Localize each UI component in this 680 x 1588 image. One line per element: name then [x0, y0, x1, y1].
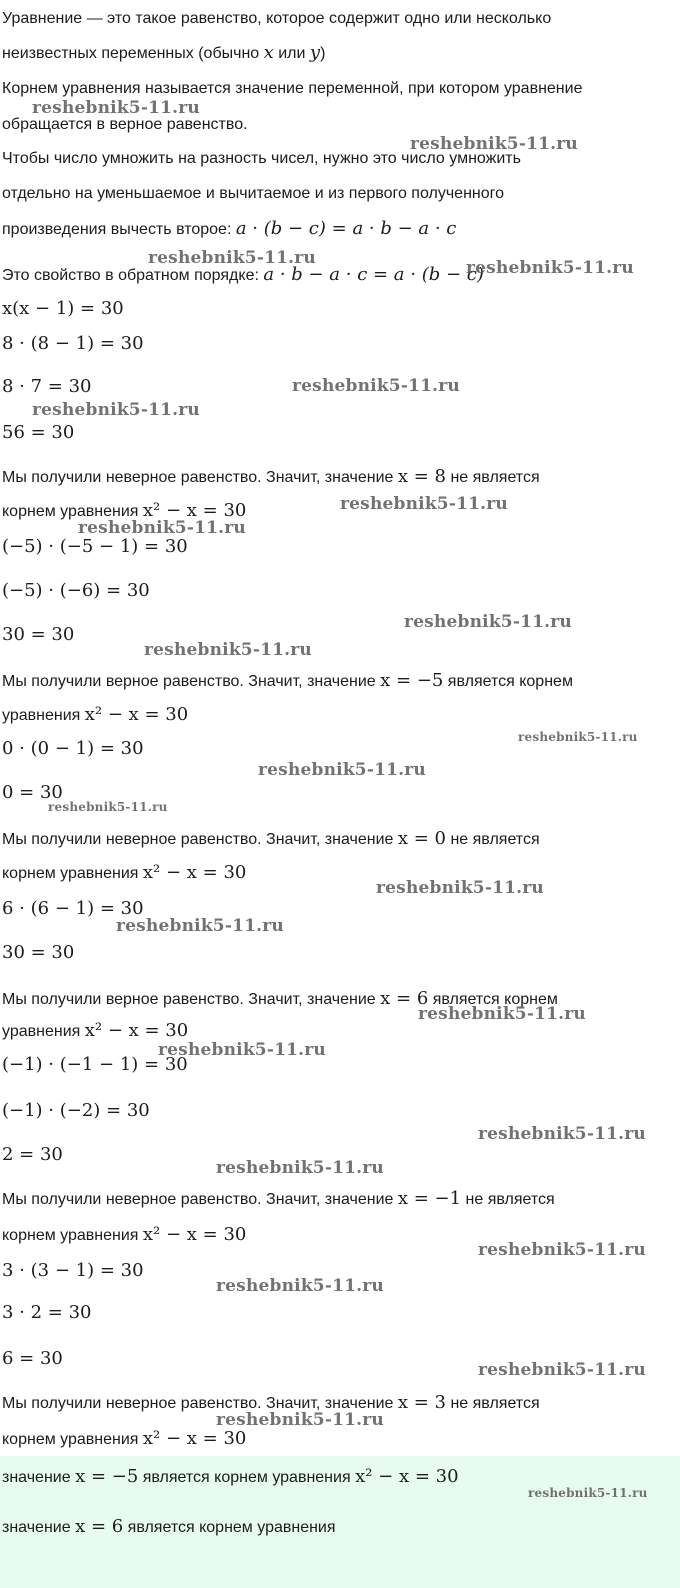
watermark: reshebnik5-11.ru [158, 1040, 326, 1060]
text: уравнения [2, 707, 85, 724]
check-3-step2: 3 · 2 = 30 [2, 1302, 92, 1323]
text: является корнем уравнения [123, 1519, 336, 1536]
text: является корнем [443, 673, 573, 690]
watermark: reshebnik5-11.ru [32, 400, 200, 420]
check-neg5-conclusion-line2 [2, 704, 188, 727]
watermark: reshebnik5-11.ru [528, 1486, 648, 1500]
watermark: reshebnik5-11.ru [216, 1276, 384, 1296]
text: или [273, 45, 310, 62]
math-value: x = −5 [380, 670, 444, 691]
watermark: reshebnik5-11.ru [216, 1158, 384, 1178]
check-0-conclusion-line2 [2, 862, 246, 885]
text: значение [2, 1519, 76, 1536]
watermark: reshebnik5-11.ru [32, 98, 200, 118]
math-equation: x² − x = 30 [142, 1224, 247, 1245]
distributive-formula: a · (b − c) = a · b − a · c [235, 218, 457, 239]
check-neg5-step2: (−5) · (−6) = 30 [2, 580, 150, 601]
check-0-step1: 0 · (0 − 1) = 30 [2, 738, 144, 759]
math-value: x = 3 [397, 1392, 447, 1413]
check-neg5-step3: 30 = 30 [2, 624, 75, 645]
math-value: x = −1 [397, 1188, 462, 1209]
check-8-step1: 8 · (8 − 1) = 30 [2, 333, 144, 354]
text: корнем уравнения [2, 865, 143, 882]
check-3-step1: 3 · (3 − 1) = 30 [2, 1260, 144, 1281]
math-x: x [263, 42, 274, 63]
watermark: reshebnik5-11.ru [410, 134, 578, 154]
text: Мы получили неверное равенство. Значит, значение [2, 469, 398, 486]
check-neg1-step2: (−1) · (−2) = 30 [2, 1100, 150, 1121]
check-6-step1: 6 · (6 − 1) = 30 [2, 898, 144, 919]
text: Мы получили верное равенство. Значит, значение [2, 673, 381, 690]
math-y: y [309, 42, 321, 63]
math-equation: x² − x = 30 [84, 704, 189, 725]
watermark: reshebnik5-11.ru [376, 878, 544, 898]
text: является корнем [428, 991, 558, 1008]
check-neg1-step1: (−1) · (−1 − 1) = 30 [2, 1054, 188, 1075]
check-6-step2: 30 = 30 [2, 942, 75, 963]
check-0-step2: 0 = 30 [2, 782, 63, 803]
math-value: x = 6 [75, 1516, 124, 1537]
watermark: reshebnik5-11.ru [466, 258, 634, 278]
text: неизвестных переменных (обычно [2, 45, 264, 62]
answer-line1 [2, 1466, 459, 1489]
text: корнем уравнения [2, 1227, 143, 1244]
text: Мы получили верное равенство. Значит, значение [2, 991, 381, 1008]
check-neg5-step1: (−5) · (−5 − 1) = 30 [2, 536, 188, 557]
equation-factored: x(x − 1) = 30 [2, 298, 124, 319]
definition-equation-line2 [2, 42, 325, 65]
watermark: reshebnik5-11.ru [148, 248, 316, 268]
distributive-line3 [2, 218, 456, 241]
watermark: reshebnik5-11.ru [116, 916, 284, 936]
text: значение [2, 1469, 76, 1486]
watermark: reshebnik5-11.ru [418, 1004, 586, 1024]
check-3-step3: 6 = 30 [2, 1348, 63, 1369]
check-8-step3: 56 = 30 [2, 422, 75, 443]
text: уравнения [2, 1023, 85, 1040]
check-8-conclusion-line1 [2, 466, 540, 489]
text: произведения вычесть второе: [2, 221, 236, 238]
text: не является [461, 1191, 555, 1208]
reverse-formula: a · b − a · c = a · (b − c) [263, 264, 484, 285]
math-equation: x² − x = 30 [142, 1428, 247, 1449]
text: не является [446, 1395, 540, 1412]
definition-root-line2: обращается в верное равенство. [2, 116, 248, 133]
text: не является [446, 831, 540, 848]
text: корнем уравнения [2, 503, 143, 520]
math-value: x = −5 [75, 1466, 139, 1487]
text: Это свойство в обратном порядке: [2, 267, 264, 284]
math-equation: x² − x = 30 [142, 862, 247, 883]
math-value: x = 0 [397, 828, 447, 849]
watermark: reshebnik5-11.ru [78, 518, 246, 538]
watermark: reshebnik5-11.ru [478, 1360, 646, 1380]
watermark: reshebnik5-11.ru [216, 1410, 384, 1430]
check-3-conclusion-line2 [2, 1428, 246, 1451]
definition-equation-line1: Уравнение — это такое равенство, которое содержит одно или несколько [2, 10, 552, 27]
text: Мы получили неверное равенство. Значит, значение [2, 831, 398, 848]
watermark: reshebnik5-11.ru [404, 612, 572, 632]
text: ) [320, 45, 326, 62]
text: не является [446, 469, 540, 486]
check-neg5-conclusion-line1 [2, 670, 573, 693]
math-equation: x² − x = 30 [355, 1466, 459, 1487]
watermark: reshebnik5-11.ru [478, 1240, 646, 1260]
math-equation: x² − x = 30 [142, 500, 247, 521]
math-value: x = 8 [397, 466, 447, 487]
distributive-line1: Чтобы число умножить на разность чисел, нужно это число умножить [2, 150, 521, 167]
watermark: reshebnik5-11.ru [144, 640, 312, 660]
watermark: reshebnik5-11.ru [258, 760, 426, 780]
math-equation: x² − x = 30 [84, 1020, 189, 1041]
check-8-step2: 8 · 7 = 30 [2, 376, 92, 397]
distributive-line2: отдельно на уменьшаемое и вычитаемое и из первого полученного [2, 185, 505, 202]
check-neg1-conclusion-line1 [2, 1188, 555, 1211]
watermark: reshebnik5-11.ru [518, 730, 638, 744]
check-neg1-step3: 2 = 30 [2, 1144, 63, 1165]
watermark: reshebnik5-11.ru [478, 1124, 646, 1144]
answer-line2 [2, 1516, 336, 1539]
watermark: reshebnik5-11.ru [292, 376, 460, 396]
math-value: x = 6 [380, 988, 429, 1009]
check-neg1-conclusion-line2 [2, 1224, 246, 1247]
watermark: reshebnik5-11.ru [340, 494, 508, 514]
watermark: reshebnik5-11.ru [48, 800, 168, 814]
definition-root-line1: Корнем уравнения называется значение переменной, при котором уравнение [2, 80, 583, 97]
text: корнем уравнения [2, 1431, 143, 1448]
text: является корнем уравнения [138, 1469, 356, 1486]
text: Мы получили неверное равенство. Значит, значение [2, 1395, 398, 1412]
text: Мы получили неверное равенство. Значит, значение [2, 1191, 398, 1208]
check-0-conclusion-line1 [2, 828, 540, 851]
